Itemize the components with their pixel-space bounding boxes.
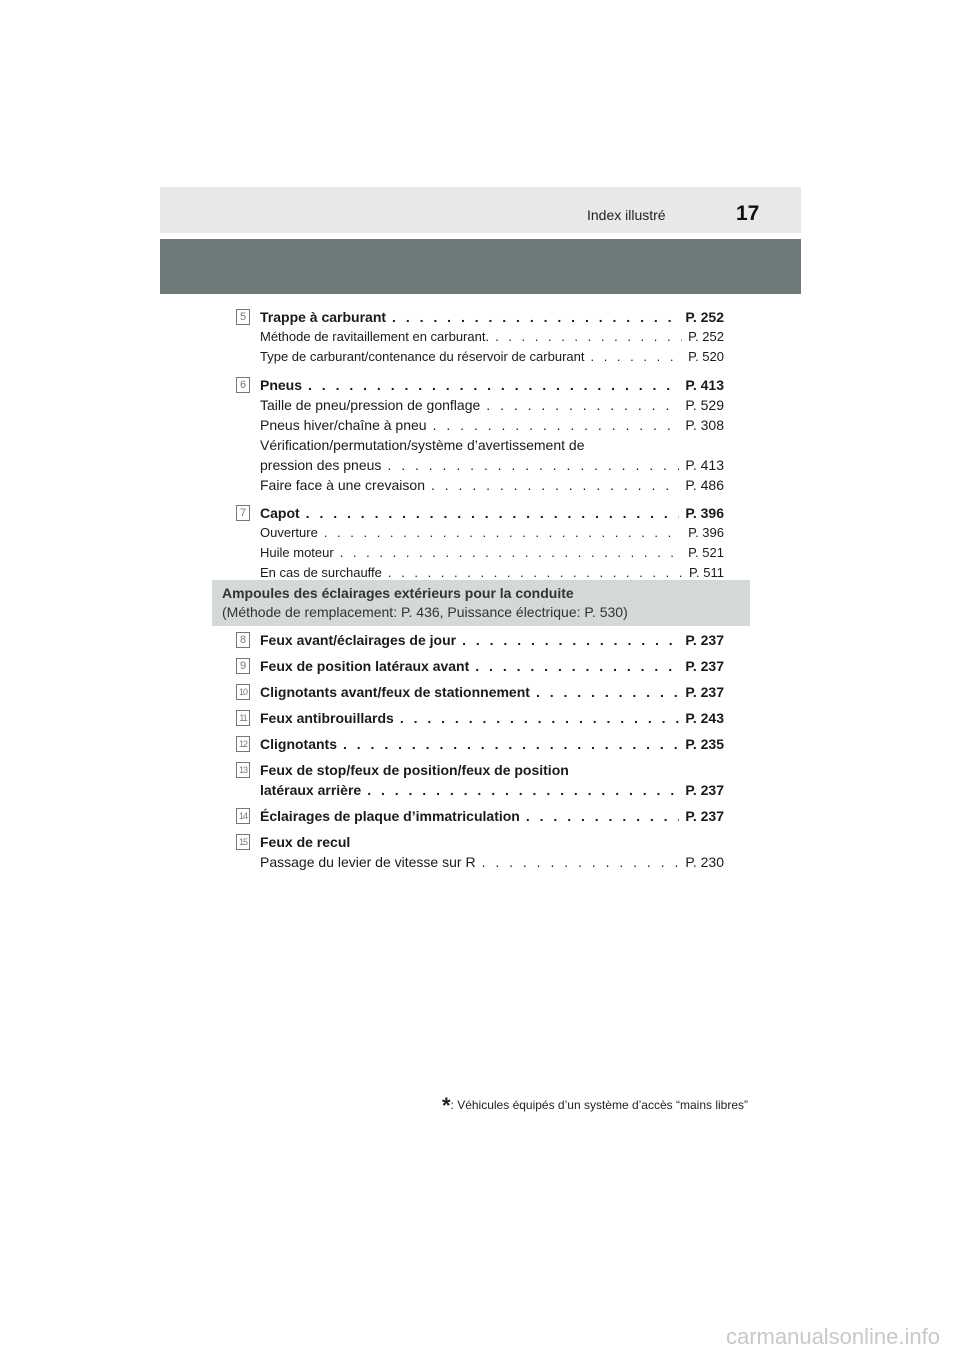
page-ref: P. 308 bbox=[685, 417, 724, 433]
dot-leader bbox=[306, 503, 680, 523]
item-number-badge: 6 bbox=[236, 377, 250, 393]
page-ref: P. 413 bbox=[685, 377, 724, 393]
page-ref: P. 396 bbox=[688, 525, 724, 540]
index-subentry[interactable] bbox=[260, 523, 724, 543]
page-ref: P. 237 bbox=[685, 782, 724, 798]
dot-leader bbox=[400, 708, 680, 728]
dot-leader bbox=[387, 455, 679, 475]
index-section-15 bbox=[236, 832, 724, 872]
entry-label: Capot bbox=[260, 505, 300, 521]
item-number-badge: 10 bbox=[236, 684, 250, 700]
header-title: Index illustré bbox=[587, 207, 666, 223]
item-number-badge: 15 bbox=[236, 834, 250, 850]
index-section-14 bbox=[236, 806, 724, 826]
dot-leader bbox=[536, 682, 679, 702]
index-section-13 bbox=[236, 760, 724, 800]
index-entry[interactable] bbox=[260, 630, 724, 650]
entry-label: Méthode de ravitaillement en carburant. bbox=[260, 329, 490, 344]
index-subentry[interactable] bbox=[260, 347, 724, 367]
entry-label: Type de carburant/contenance du réservoir de carburant bbox=[260, 349, 585, 364]
dot-leader bbox=[433, 415, 680, 435]
item-number-badge: 9 bbox=[236, 658, 250, 674]
page-ref: P. 413 bbox=[685, 457, 724, 473]
page-ref: P. 529 bbox=[685, 397, 724, 413]
page-ref: P. 243 bbox=[685, 710, 724, 726]
dot-leader bbox=[343, 734, 679, 754]
item-number-badge: 14 bbox=[236, 808, 250, 824]
dot-leader bbox=[482, 852, 680, 872]
header-band bbox=[160, 187, 801, 233]
index-subentry[interactable] bbox=[260, 543, 724, 563]
index-subentry[interactable] bbox=[260, 327, 724, 347]
dot-leader bbox=[431, 475, 679, 495]
page-ref: P. 520 bbox=[688, 349, 724, 364]
page-ref: P. 237 bbox=[685, 658, 724, 674]
dot-leader bbox=[308, 375, 679, 395]
ampoules-subtitle: (Méthode de remplacement: P. 436, Puissance électrique: P. 530) bbox=[222, 604, 628, 620]
page-ref: P. 252 bbox=[688, 329, 724, 344]
entry-label: Faire face à une crevaison bbox=[260, 477, 425, 493]
page-ref: P. 237 bbox=[685, 632, 724, 648]
entry-label-line: Feux de stop/feux de position/feux de position bbox=[260, 762, 569, 778]
index-entry[interactable] bbox=[260, 708, 724, 728]
footnote-star: * bbox=[441, 1093, 451, 1118]
page-ref: P. 396 bbox=[685, 505, 724, 521]
page-ref: P. 486 bbox=[685, 477, 724, 493]
item-number-badge: 8 bbox=[236, 632, 250, 648]
entry-label: Taille de pneu/pression de gonflage bbox=[260, 397, 481, 413]
index-section-10 bbox=[236, 682, 724, 702]
item-number-badge: 13 bbox=[236, 762, 250, 778]
index-entry[interactable] bbox=[260, 806, 724, 826]
index-section-9 bbox=[236, 656, 724, 676]
entry-label: Feux antibrouillards bbox=[260, 710, 394, 726]
index-subentry[interactable] bbox=[260, 415, 724, 435]
dot-leader bbox=[495, 327, 682, 347]
index-entry[interactable] bbox=[260, 307, 724, 327]
index-entry[interactable] bbox=[260, 734, 724, 754]
entry-label-line: Feux de recul bbox=[260, 834, 351, 850]
index-section-8 bbox=[236, 630, 724, 650]
index-entry[interactable] bbox=[260, 780, 724, 800]
entry-label: Passage du levier de vitesse sur R bbox=[260, 854, 476, 870]
entry-label: Clignotants bbox=[260, 736, 337, 752]
page-ref: P. 237 bbox=[685, 684, 724, 700]
index-section-6 bbox=[236, 375, 724, 495]
index-subentry[interactable] bbox=[260, 852, 724, 872]
index-section-7 bbox=[236, 503, 724, 583]
index-list-top bbox=[236, 307, 724, 591]
page-ref: P. 237 bbox=[685, 808, 724, 824]
dot-leader bbox=[462, 630, 679, 650]
entry-label: Clignotants avant/feux de stationnement bbox=[260, 684, 530, 700]
index-section-11 bbox=[236, 708, 724, 728]
dot-leader bbox=[486, 395, 679, 415]
item-number-badge: 5 bbox=[236, 309, 250, 325]
dot-leader bbox=[475, 656, 679, 676]
dot-leader bbox=[340, 543, 682, 563]
entry-label: pression des pneus bbox=[260, 457, 382, 473]
index-entry[interactable] bbox=[260, 656, 724, 676]
watermark: carmanualsonline.info bbox=[725, 1324, 940, 1349]
footnote-text: : Véhicules équipés d’un système d’accès “mains libres” bbox=[450, 1098, 748, 1112]
index-section-12 bbox=[236, 734, 724, 754]
entry-label: Feux avant/éclairages de jour bbox=[260, 632, 457, 648]
page-ref: P. 235 bbox=[685, 736, 724, 752]
ampoules-title: Ampoules des éclairages extérieurs pour la conduite bbox=[222, 585, 574, 601]
item-number-badge: 11 bbox=[236, 710, 250, 726]
section-banner bbox=[160, 239, 801, 294]
entry-label: Éclairages de plaque d’immatriculation bbox=[260, 808, 520, 824]
index-section-5 bbox=[236, 307, 724, 367]
index-subentry[interactable] bbox=[260, 395, 724, 415]
ampoules-banner bbox=[212, 580, 750, 626]
dot-leader bbox=[590, 347, 682, 367]
item-number-badge: 12 bbox=[236, 736, 250, 752]
entry-label: Huile moteur bbox=[260, 545, 334, 560]
index-subentry[interactable] bbox=[260, 455, 724, 475]
index-list-bottom bbox=[236, 630, 724, 878]
entry-label: latéraux arrière bbox=[260, 782, 362, 798]
entry-label: Trappe à carburant bbox=[260, 309, 387, 325]
dot-leader bbox=[324, 523, 682, 543]
index-entry[interactable] bbox=[260, 375, 724, 395]
footnote bbox=[442, 1093, 748, 1119]
dot-leader bbox=[526, 806, 679, 826]
page-ref: P. 511 bbox=[689, 565, 724, 580]
dot-leader bbox=[367, 780, 679, 800]
page-ref: P. 252 bbox=[685, 309, 724, 325]
entry-label: Ouverture bbox=[260, 525, 318, 540]
dot-leader bbox=[392, 307, 679, 327]
index-entry[interactable] bbox=[260, 682, 724, 702]
entry-label: Feux de position latéraux avant bbox=[260, 658, 470, 674]
page-ref: P. 230 bbox=[685, 854, 724, 870]
index-subentry[interactable] bbox=[260, 475, 724, 495]
entry-label-line: Vérification/permutation/système d’avertissement de bbox=[260, 437, 585, 453]
page-ref: P. 521 bbox=[688, 545, 724, 560]
entry-label: Pneus hiver/chaîne à pneu bbox=[260, 417, 427, 433]
item-number-badge: 7 bbox=[236, 505, 250, 521]
page-number: 17 bbox=[736, 202, 760, 225]
entry-label: Pneus bbox=[260, 377, 303, 393]
index-entry[interactable] bbox=[260, 503, 724, 523]
entry-label: En cas de surchauffe bbox=[260, 565, 382, 580]
